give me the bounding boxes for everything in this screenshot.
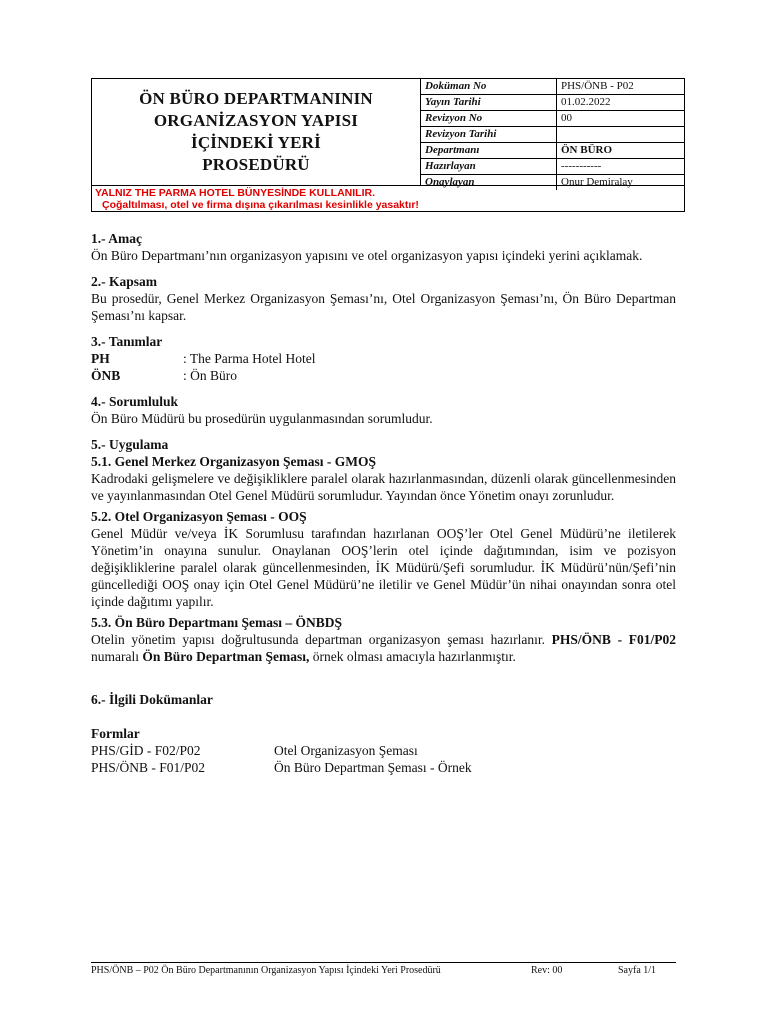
meta-label: Doküman No <box>421 79 557 94</box>
meta-row-department <box>421 143 684 159</box>
meta-label: Departmanı <box>421 143 557 158</box>
meta-value: 01.02.2022 <box>561 96 611 108</box>
meta-label: Yayın Tarihi <box>421 95 557 110</box>
meta-row-prepared-by <box>421 159 684 175</box>
meta-label: Hazırlayan <box>421 159 557 174</box>
related-doc-row <box>91 759 676 776</box>
subsection-heading-onbds: 5.3. Ön Büro Departmanı Şeması – ÖNBDŞ <box>91 615 343 630</box>
forms-heading: Formlar <box>91 726 140 741</box>
section-text-scope: Bu prosedür, Genel Merkez Organizasyon Şeması’nı, Otel Organizasyon Şeması’nı, Ön Büro Departman Şeması’nı kapsar. <box>91 291 676 323</box>
definition-desc: : The Parma Hotel Hotel <box>183 351 316 366</box>
document-meta-table <box>421 79 684 188</box>
doc-name: Otel Organizasyon Şeması <box>274 743 418 758</box>
meta-label: Onaylayan <box>421 175 557 190</box>
title-line: PROSEDÜRÜ <box>202 155 310 174</box>
section-heading-purpose: 1.- Amaç <box>91 231 142 246</box>
section-heading-application: 5.- Uygulama <box>91 437 169 452</box>
warning-line: Çoğaltılması, otel ve firma dışına çıkarılması kesinlikle yasaktır! <box>102 199 419 211</box>
related-doc-row <box>91 742 676 759</box>
subsection-heading-oos: 5.2. Otel Organizasyon Şeması - OOŞ <box>91 509 307 524</box>
confidentiality-warning <box>92 185 684 213</box>
subsection-heading-gmos: 5.1. Genel Merkez Organizasyon Şeması - GMOŞ <box>91 454 376 469</box>
form-code-ref: PHS/ÖNB - F01/P02 <box>551 632 676 647</box>
text-run: numaralı <box>91 649 143 664</box>
section-heading-related-docs: 6.- İlgili Dokümanlar <box>91 692 213 707</box>
title-line: İÇİNDEKİ YERİ <box>191 133 321 152</box>
meta-row-document-no <box>421 79 684 95</box>
meta-value <box>557 127 684 142</box>
section-text-responsibility: Ön Büro Müdürü bu prosedürün uygulanmasından sorumludur. <box>91 411 433 426</box>
subsection-text-oos: Genel Müdür ve/veya İK Sorumlusu tarafından hazırlanan OOŞ’ler Otel Genel Müdürü’ne iletilerek Yönetim’in onayına sunulur. Onaylanan OOŞ’lerin otel içinde dağıtımından, isim ve pozisyon değişikliklerine paralel olarak güncellenmesinden, İK Müdürü/Şefi sorumludur. İK Müdürü’nün/Şefi’nin güncellediği OOŞ onay için Otel Genel Müdürü’ne iletilir ve Genel Müdür’ün nihai onayından sonra otel içinde dağıtımı yapılır. <box>91 526 676 609</box>
section-heading-responsibility: 4.- Sorumluluk <box>91 394 179 409</box>
definition-desc: : Ön Büro <box>183 368 237 383</box>
doc-name: Ön Büro Departman Şeması - Örnek <box>274 760 472 775</box>
footer-divider <box>91 962 676 963</box>
meta-row-publish-date <box>421 95 684 111</box>
meta-value: Onur Demiralay <box>561 176 633 188</box>
doc-code: PHS/GİD - F02/P02 <box>91 743 201 758</box>
meta-value: ÖN BÜRO <box>561 144 613 156</box>
footer-page-number: Sayfa 1/1 <box>618 965 657 976</box>
section-heading-scope: 2.- Kapsam <box>91 274 158 289</box>
definition-term: ÖNB <box>91 368 121 383</box>
meta-row-revision-no <box>421 111 684 127</box>
document-title <box>139 88 373 176</box>
meta-row-revision-date <box>421 127 684 143</box>
title-line: ÖN BÜRO DEPARTMANININ <box>139 89 373 108</box>
meta-label: Revizyon No <box>421 111 557 126</box>
footer-revision: Rev: 00 <box>531 965 563 976</box>
section-text-purpose: Ön Büro Departmanı’nın organizasyon yapısını ve otel organizasyon yapısı içindeki yerini açıklamak. <box>91 248 643 263</box>
footer-document-title: PHS/ÖNB – P02 Ön Büro Departmanının Organizasyon Yapısı İçindeki Yeri Prosedürü <box>91 965 441 976</box>
meta-value: ----------- <box>561 160 602 172</box>
title-line: ORGANİZASYON YAPISI <box>153 111 359 130</box>
subsection-text-gmos: Kadrodaki gelişmelere ve değişikliklere paralel olarak hazırlanmasından, düzenli olarak güncellenmesinden ve yayınlanmasından Otel Genel Müdürü sorumludur. Yayından önce Yönetim onayı zorunludur. <box>91 471 676 503</box>
form-name-ref: Ön Büro Departman Şeması, <box>142 649 310 664</box>
definition-row <box>91 367 676 384</box>
meta-value: PHS/ÖNB - P02 <box>561 80 634 92</box>
meta-label: Revizyon Tarihi <box>421 127 557 142</box>
subsection-text-onbds <box>91 631 676 665</box>
warning-line: YALNIZ THE PARMA HOTEL BÜNYESİNDE KULLANILIR. <box>95 187 376 199</box>
document-header-table <box>91 78 685 212</box>
text-run: Otelin yönetim yapısı doğrultusunda departman organizasyon şeması hazırlanır. <box>91 632 552 647</box>
text-run: örnek olması amacıyla hazırlanmıştır. <box>309 649 516 664</box>
section-heading-definitions: 3.- Tanımlar <box>91 334 163 349</box>
meta-value: 00 <box>561 112 572 124</box>
document-body <box>91 230 676 776</box>
doc-code: PHS/ÖNB - F01/P02 <box>91 760 206 775</box>
definition-term: PH <box>91 351 110 366</box>
definition-row <box>91 350 676 367</box>
document-title-cell <box>92 79 421 185</box>
